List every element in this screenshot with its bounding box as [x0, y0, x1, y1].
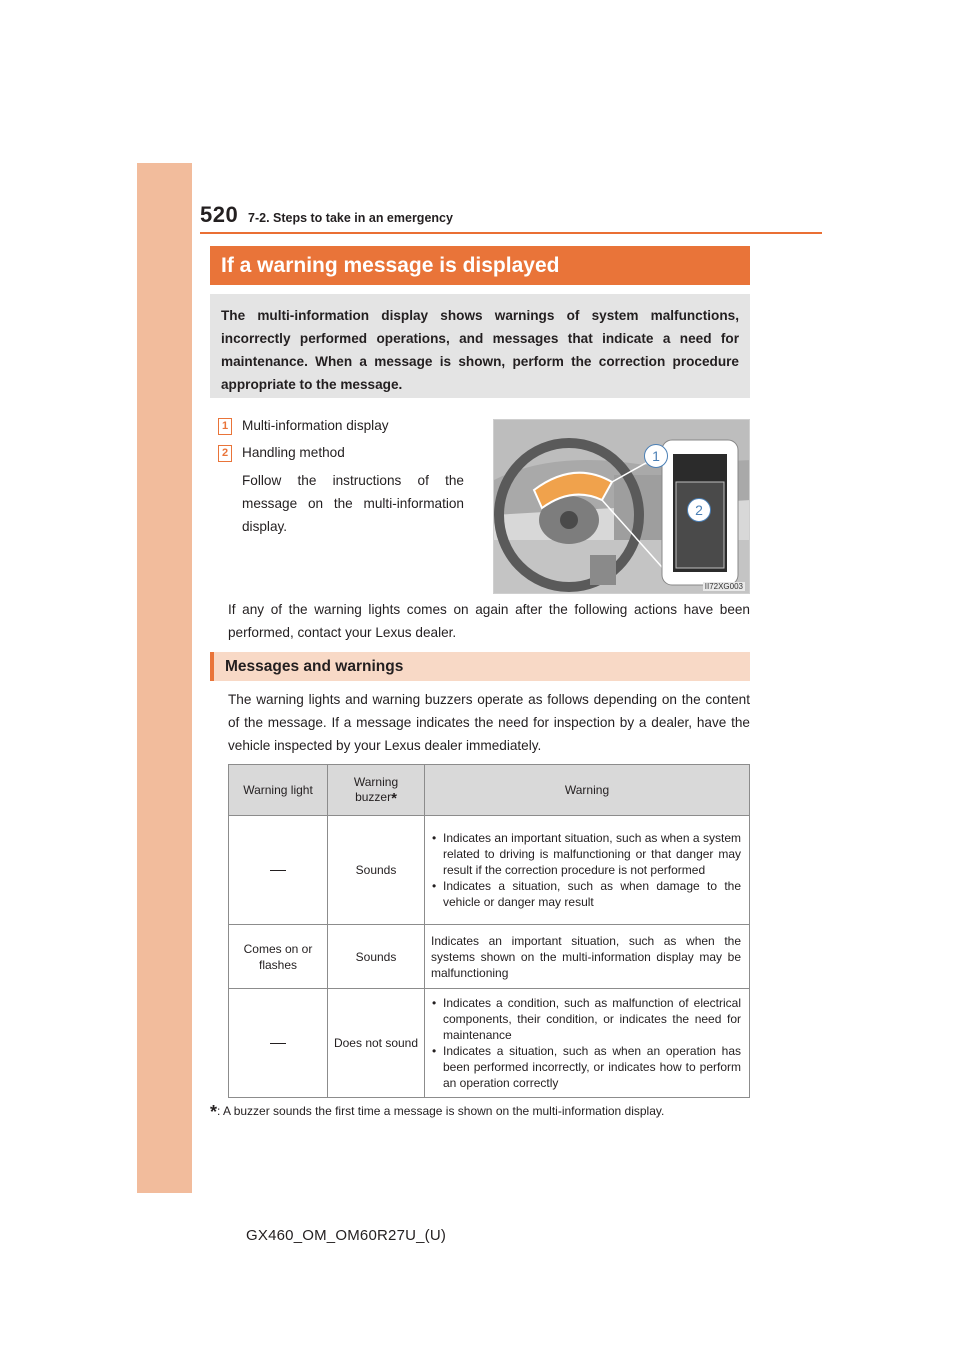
sub-heading: Messages and warnings [210, 652, 750, 681]
callout-number-2: 2 [218, 445, 232, 462]
main-heading: If a warning message is displayed [210, 246, 750, 285]
callout-number-1: 1 [218, 418, 232, 435]
warnings-table [228, 764, 750, 1098]
messages-intro: The warning lights and warning buzzers operate as follows depending on the content of the message. If a message indicates the need for inspection by a dealer, have the vehicle inspected by your Lexus dealer immediately. [228, 692, 750, 753]
image-code: II72XG003 [704, 582, 743, 591]
footnote-text: : A buzzer sounds the first time a message is shown on the multi-information display. [217, 1104, 665, 1118]
callout-detail-2: Follow the instructions of the message on the multi-information display. [242, 473, 464, 534]
image-badge-2: 2 [687, 498, 711, 522]
cell-light [229, 989, 328, 1098]
list-item: • Indicates a condition, such as malfunction of electrical components, their condition, or indicates the need for maintenance [431, 995, 741, 1043]
table-row [229, 925, 750, 989]
dash-mark [270, 870, 286, 871]
cell-warning: Indicates an important situation, such as when the systems shown on the multi-information display may be malfunctioning [425, 925, 750, 989]
table-row [229, 816, 750, 925]
header-warning-buzzer: Warning buzzer* [328, 765, 425, 816]
footnote-mark: * [391, 789, 397, 807]
cell-warning [425, 989, 750, 1098]
list-item: • Indicates an important situation, such as when a system related to driving is malfunctioning or that danger may result if the correction procedure is not performed [431, 830, 741, 878]
chapter-sidebar-tab [137, 163, 192, 1193]
footnote [210, 1102, 664, 1123]
list-item: • Indicates a situation, such as when damage to the vehicle or danger may result [431, 878, 741, 910]
header-warning-light: Warning light [229, 765, 328, 816]
list-item: • Indicates a situation, such as when an operation has been performed incorrectly, or indicates how to perform an operation correctly [431, 1043, 741, 1091]
table-header-row [229, 765, 750, 816]
intro-text: The multi-information display shows warnings of system malfunctions, incorrectly performed operations, and messages that indicate a need for maintenance. When a message is shown, perform the correction procedure appropriate to the message. [221, 308, 739, 392]
header-warning: Warning [425, 765, 750, 816]
cell-buzzer: Sounds [328, 925, 425, 989]
after-actions-text: If any of the warning lights comes on again after the following actions have been performed, contact your Lexus dealer. [228, 602, 750, 640]
cell-light: Comes on or flashes [229, 925, 328, 989]
image-badge-1: 1 [644, 444, 668, 468]
callout-label-2: Handling method [242, 445, 345, 460]
table-row [229, 989, 750, 1098]
dash-mark [270, 1043, 286, 1044]
footnote-star: * [210, 1102, 218, 1122]
cell-buzzer: Sounds [328, 816, 425, 925]
cell-buzzer: Does not sound [328, 989, 425, 1098]
page-number: 520 [200, 202, 239, 227]
dashboard-illustration [493, 419, 750, 594]
section-title: 7-2. Steps to take in an emergency [248, 211, 453, 225]
header-divider [200, 232, 822, 234]
cell-warning [425, 816, 750, 925]
intro-box [210, 294, 750, 398]
callout-label-1: Multi-information display [242, 418, 389, 433]
cell-light [229, 816, 328, 925]
footer-code: GX460_OM_OM60R27U_(U) [246, 1227, 447, 1244]
